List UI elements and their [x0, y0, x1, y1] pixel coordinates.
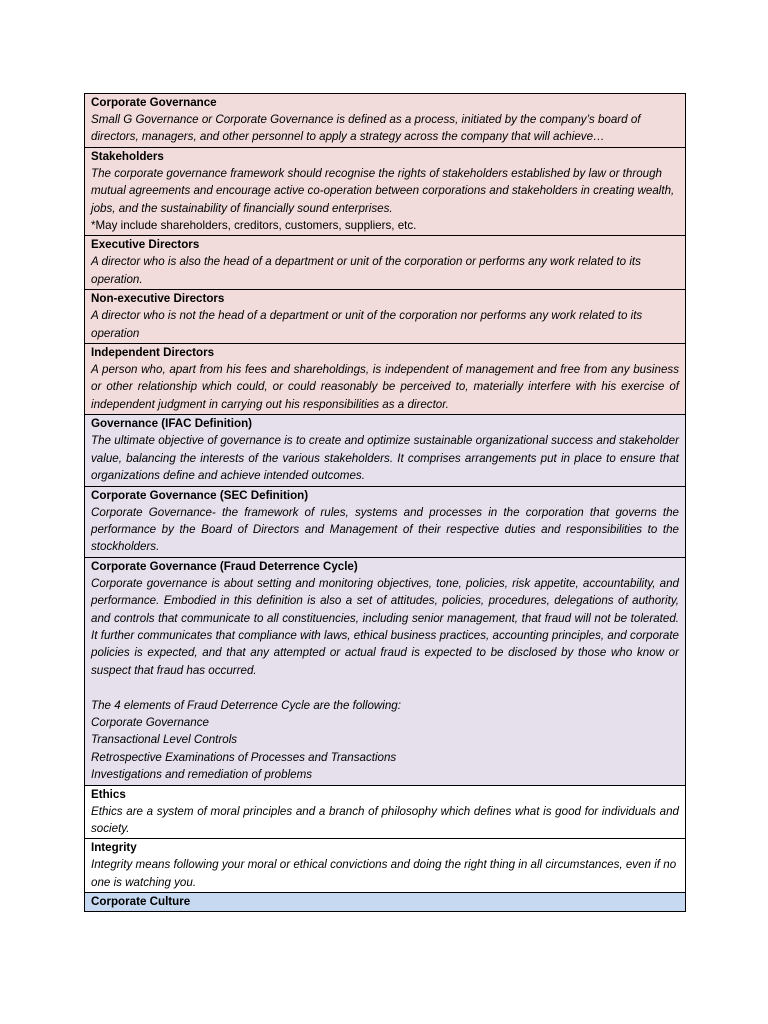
term-heading: Ethics: [91, 787, 126, 801]
term-definition: Corporate Governance- the framework of rules, systems and processes in the corporation that governs the performance by the Board of Directors and Management of their respective duties and responsibilities to the stockholders.: [91, 505, 679, 554]
term-definition: A director who is not the head of a department or unit of the corporation nor performs any work related to its operation: [91, 309, 643, 340]
table-cell: [85, 236, 686, 290]
term-heading: Executive Directors: [91, 238, 200, 252]
table-cell: [85, 785, 686, 839]
term-heading: Integrity: [91, 841, 137, 855]
list-item: Corporate Governance: [91, 715, 209, 729]
term-definition: Corporate governance is about setting and monitoring objectives, tone, policies, risk appetite, accountability, and performance. Embodied in this definition is also a set of attitudes, policies, procedures, delegations of authority, and controls that communicate to all constituencies, including senior management, that fraud will not be tolerated. It further communicates that compliance with laws, ethical business practices, accounting principles, and corporate policies is expected, and that any attempted or actual fraud is expected to be disclosed by those who know or suspect that fraud has occurred.: [91, 576, 679, 677]
term-definition: Small G Governance or Corporate Governance is defined as a process, initiated by the company’s board of directors, managers, and other personnel to apply a strategy across the company that will achieve…: [91, 113, 641, 144]
table-cell: [85, 147, 686, 236]
term-definition: Ethics are a system of moral principles and a branch of philosophy which defines what is good for individuals and society.: [91, 804, 679, 835]
elements-intro: The 4 elements of Fraud Deterrence Cycle are the following:: [91, 698, 401, 712]
term-heading: Corporate Governance (SEC Definition): [91, 488, 309, 502]
term-heading: Non-executive Directors: [91, 292, 225, 306]
table-cell: [85, 415, 686, 486]
term-heading: Independent Directors: [91, 346, 215, 360]
table-cell: [85, 893, 686, 912]
term-definition: A director who is also the head of a department or unit of the corporation or performs any work related to its operation.: [91, 255, 641, 286]
table-cell: [85, 344, 686, 415]
table-cell: [85, 94, 686, 148]
term-definition: A person who, apart from his fees and shareholdings, is independent of management and free from any business or other relationship which could, or could reasonably be perceived to, materially interfere with his exercise of independent judgment in carrying out his responsibilities as a director.: [91, 363, 679, 411]
table-cell: [85, 839, 686, 893]
term-definition: The ultimate objective of governance is to create and optimize sustainable organizational success and stakeholder value, balancing the interests of the various stakeholders. It comprises arrangements put in place to ensure that organizations define and achieve intended outcomes.: [91, 434, 679, 483]
table-row-integrity: [85, 839, 686, 893]
glossary-table: [84, 93, 686, 912]
table-row-fraud-deterrence-cycle: [85, 557, 686, 785]
term-heading: Corporate Culture: [91, 895, 191, 909]
paragraph-spacer: [91, 679, 679, 696]
table-row-non-executive-directors: [85, 290, 686, 344]
table-cell: [85, 486, 686, 557]
list-item: Investigations and remediation of problems: [91, 768, 313, 782]
term-heading: Corporate Governance: [91, 96, 217, 109]
table-row-stakeholders: [85, 147, 686, 236]
table-row-independent-directors: [85, 344, 686, 415]
term-note: *May include shareholders, creditors, customers, suppliers, etc.: [91, 219, 417, 233]
table-row-governance-ifac: [85, 415, 686, 486]
term-heading: Corporate Governance (Fraud Deterrence Cycle): [91, 559, 358, 573]
list-item: Transactional Level Controls: [91, 733, 238, 747]
term-heading: Governance (IFAC Definition): [91, 417, 253, 431]
table-row-ethics: [85, 785, 686, 839]
list-item: Retrospective Examinations of Processes and Transactions: [91, 750, 397, 764]
term-definition: Integrity means following your moral or ethical convictions and doing the right thing in all circumstances, even if no one is watching you.: [91, 858, 677, 889]
table-cell: [85, 290, 686, 344]
table-row-executive-directors: [85, 236, 686, 290]
table-row-corporate-governance: [85, 94, 686, 148]
table-row-corporate-governance-sec: [85, 486, 686, 557]
table-row-corporate-culture: [85, 893, 686, 912]
term-heading: Stakeholders: [91, 149, 164, 163]
term-definition: The corporate governance framework should recognise the rights of stakeholders established by law or through mutual agreements and encourage active co-operation between corporations and stakeholders in creating wealth, jobs, and the sustainability of financially sound enterprises.: [91, 166, 675, 215]
table-cell: [85, 557, 686, 785]
